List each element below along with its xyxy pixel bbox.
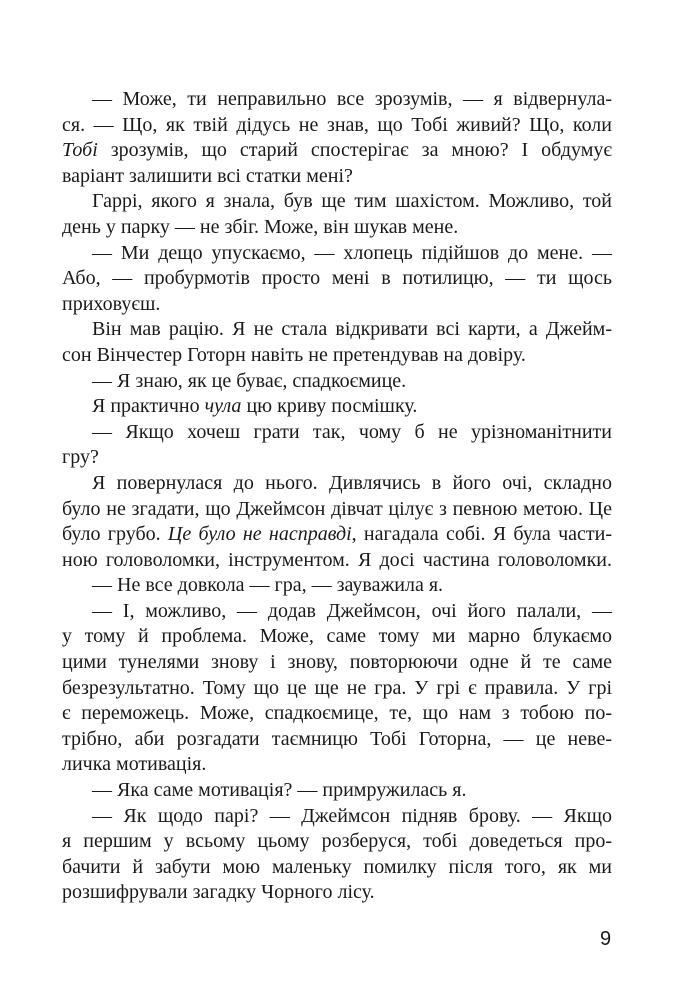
text-segment: безрезультатно. Тому що це ще не гра. У грі є правила. У грі: [62, 676, 612, 699]
text-segment: розшифрували загадку Чорного лісу.: [62, 881, 375, 904]
text-segment: — Може, ти неправильно все зрозумів, — я відвернула-: [92, 88, 612, 110]
text-line: [62, 855, 612, 881]
text-segment: ною головоломки, інструментом. Я досі частина головоломки.: [62, 548, 612, 571]
text-segment: день у парку — не збіг. Може, він шукав мене.: [62, 215, 459, 238]
text-line: [62, 445, 612, 471]
italic-text: Тобі: [62, 139, 98, 162]
book-page-text: [62, 87, 612, 906]
text-segment: — Я знаю, як це буває, спадкоємице.: [92, 369, 407, 392]
text-segment: цю криву посмішку.: [241, 395, 418, 418]
text-segment: було не згадати, що Джеймсон дівчат цілує з певною метою. Це: [62, 497, 612, 520]
text-segment: Я повернулася до нього. Дивлячись в його очі, складно: [92, 471, 612, 494]
text-line: [62, 343, 612, 369]
text-segment: я першим у всьому цьому розберуся, тобі доведеться про-: [62, 830, 612, 853]
text-line: [62, 804, 612, 830]
text-segment: у тому й проблема. Може, саме тому ми марно блукаємо: [62, 625, 612, 648]
text-segment: трібно, аби розгадати таємницю Тобі Готорна, — це неве-: [62, 727, 612, 750]
text-segment: є переможець. Може, спадкоємице, те, що нам з тобою по-: [62, 702, 612, 725]
text-segment: личка мотивація.: [62, 753, 207, 776]
text-line: [62, 113, 612, 139]
text-segment: — Ми дещо упускаємо, — хлопець підійшов до мене. —: [92, 241, 612, 264]
text-line: [62, 266, 612, 292]
text-segment: — Не все довкола — гра, — зауважила я.: [92, 574, 444, 597]
text-segment: Гаррі, якого я знала, був ще тим шахістом. Можливо, той: [92, 190, 612, 213]
text-line: [62, 189, 612, 215]
text-line: [62, 471, 612, 497]
text-segment: приховуєш.: [62, 292, 161, 315]
text-segment: — І, можливо, — додав Джеймсон, очі його палали, —: [92, 599, 612, 622]
text-line: [62, 880, 612, 906]
text-line: [62, 778, 612, 804]
text-line: [62, 650, 612, 676]
text-line: [62, 420, 612, 446]
text-line: [62, 164, 612, 190]
text-line: [62, 87, 612, 113]
italic-text: чула: [204, 395, 242, 418]
text-segment: було грубо.: [62, 523, 168, 546]
text-line: [62, 241, 612, 267]
page-number: 9: [600, 928, 612, 950]
text-segment: цими тунелями знову і знову, повторюючи одне й те саме: [62, 651, 612, 674]
text-line: [62, 573, 612, 599]
text-segment: гру?: [62, 446, 99, 469]
text-line: [62, 292, 612, 318]
text-line: [62, 548, 612, 574]
text-segment: сон Вінчестер Готорн навіть не претендував на довіру.: [62, 343, 526, 366]
text-line: [62, 369, 612, 395]
text-line: [62, 215, 612, 241]
text-line: [62, 138, 612, 164]
text-line: [62, 317, 612, 343]
text-line: [62, 727, 612, 753]
text-segment: Я практично: [92, 395, 205, 418]
text-segment: Або, — пробурмотів просто мені в потилицю, — ти щось: [62, 267, 612, 290]
text-line: [62, 522, 612, 548]
text-segment: варіант залишити всі статки мені?: [62, 164, 353, 187]
text-line: [62, 497, 612, 523]
italic-text: Це було не насправді: [167, 523, 352, 546]
text-line: [62, 599, 612, 625]
text-line: [62, 829, 612, 855]
text-segment: Він мав рацію. Я не стала відкривати всі карти, а Джейм-: [92, 318, 612, 341]
text-segment: , нагадала собі. Я була части-: [351, 523, 612, 546]
text-segment: зрозумів, що старий спостерігає за мною? І обдумує: [97, 139, 612, 162]
text-segment: бачити й забути мою маленьку помилку після того, як ми: [62, 855, 612, 878]
text-line: [62, 752, 612, 778]
text-segment: ся. — Що, як твій дідусь не знав, що Тобі живий? Що, коли: [62, 113, 612, 136]
text-line: [62, 394, 612, 420]
text-line: [62, 701, 612, 727]
text-line: [62, 676, 612, 702]
text-line: [62, 624, 612, 650]
text-segment: — Як щодо парі? — Джеймсон підняв брову. — Якщо: [92, 804, 612, 827]
text-segment: — Якщо хочеш грати так, чому б не урізноманітнити: [92, 420, 612, 443]
text-segment: — Яка саме мотивація? — примружилась я.: [92, 779, 467, 802]
